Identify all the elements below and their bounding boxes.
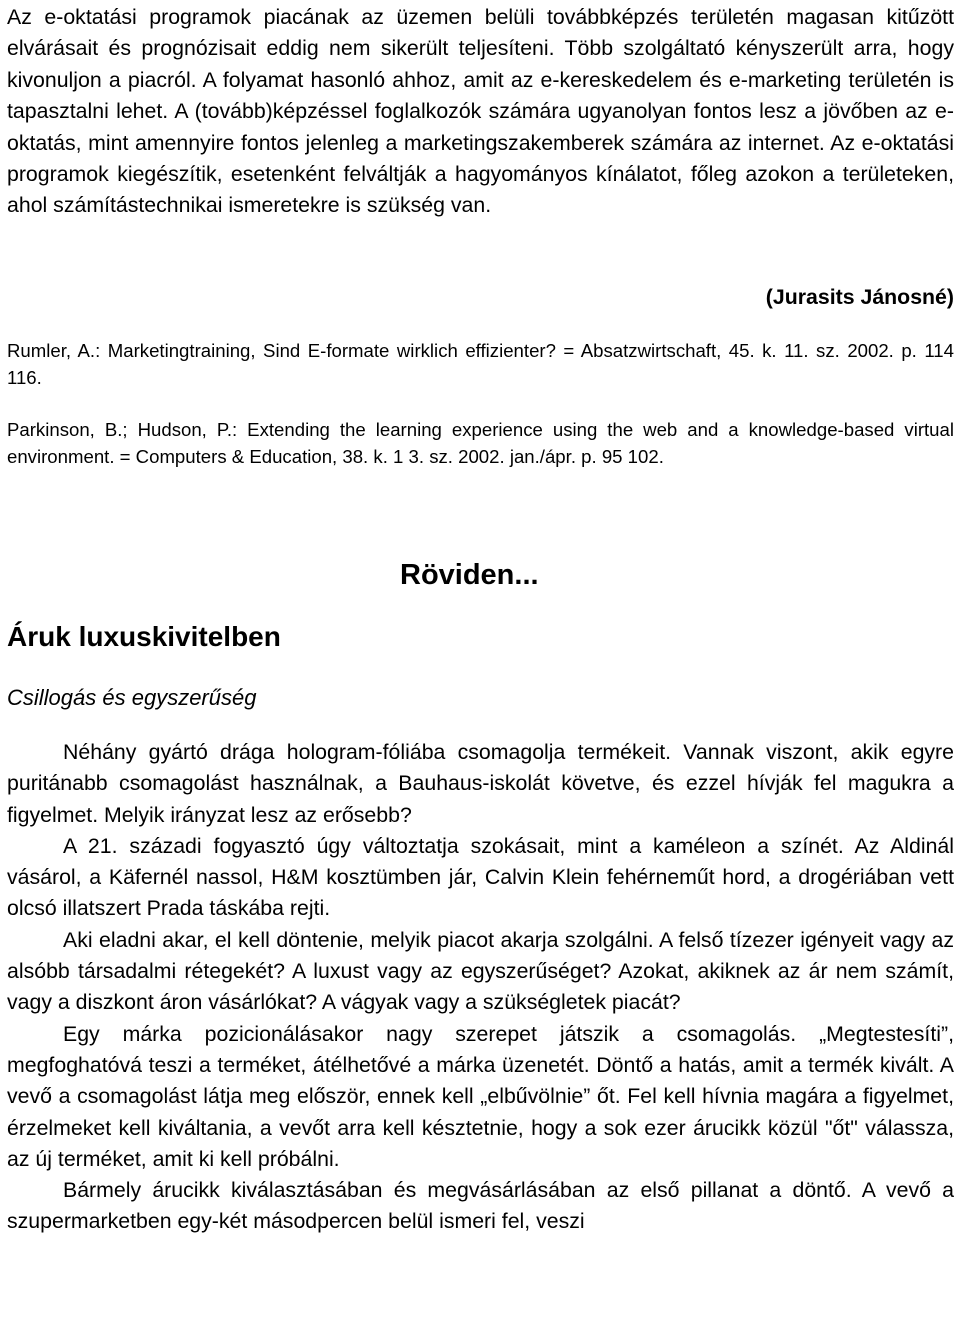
reference-1: Rumler, A.: Marketingtraining, Sind E-formate wirklich effizienter? = Absatzwirtschaft, 45. k. 11. sz. 2002. p. 114 116. — [7, 340, 954, 388]
intro-paragraph: Az e-oktatási programok piacának az üzemen belüli továbbképzés területén magasan kitűzött elvárásait és prognózisait eddig nem sikerült teljesíteni. Több szolgáltató kényszerült arra, hogy kivonuljon a piacról. A folyamat hasonló ahhoz, amit az e-kereskedelem és e-marketing területén is tapasztalni lehet. A (tovább)képzéssel foglalkozók számára ugyanolyan fontos lesz a jövőben az e-oktatás, mint amennyire fontos jelenleg a marketingszakemberek számára az internet. Az e-oktatási programok kiegészítik, esetenként felváltják a hagyományos kínálatot, főleg azokon a területeken, ahol számítástechnikai ismeretekre is szükség van. — [7, 5, 954, 218]
article-paragraph: A 21. századi fogyasztó úgy változtatja szokásait, mint a kaméleon a színét. Az Aldinál vásárol, a Käfernél nassol, H&M kosztümben jár, Calvin Klein fehérneműt hord, a drogériában vett olcsó illatszert Prada táskába rejti. — [7, 833, 954, 921]
reference-2: Parkinson, B.; Hudson, P.: Extending the learning experience using the web and a knowledge-based virtual environment. = Computers & Education, 38. k. 1 3. sz. 2002. jan./ápr. p. 95 102. — [7, 419, 954, 467]
article-paragraph: Bármely árucikk kiválasztásában és megvásárlásában az első pillanat a döntő. A vevő a szupermarketben egy-két másodpercen belül ismeri fel, veszi — [7, 1178, 954, 1234]
article-paragraph: Egy márka pozicionálásakor nagy szerepet játszik a csomagolás. „Megtestesíti”, megfoghatóvá teszi a terméket, átélhetővé a márka üzenetét. Döntő a hatás, amit a termék kivált. A vevő a csomagolást látja meg először, ennek kell „elbűvölnie” őt. Fel kell hívnia magára a figyelmet, érzelmeket kell kiváltania, a vevőt arra kell késztetnie, hogy a sok ezer árucikk közül "őt" válassza, az új terméket, amit ki kell próbálni. — [7, 1021, 954, 1171]
author-signature: (Jurasits Jánosné) — [765, 285, 954, 309]
article-subtitle: Csillogás és egyszerűség — [7, 685, 257, 710]
article-body — [7, 737, 954, 1238]
article-title: Áruk luxuskivitelben — [7, 621, 281, 652]
article-paragraph: Aki eladni akar, el kell döntenie, melyik piacot akarja szolgálni. A felső tízezer igényeit vagy az alsóbb társadalmi rétegekét? A luxust vagy az egyszerűséget? Azokat, akiknek az ár nem számít, vagy a diszkont áron vásárlókat? A vágyak vagy a szükségletek piacát? — [7, 927, 954, 1015]
section-heading: Röviden... — [400, 559, 539, 591]
article-paragraph: Néhány gyártó drága hologram-fóliába csomagolja termékeit. Vannak viszont, akik egyre puritánabb csomagolást használnak, a Bauhaus-iskolát követve, és ezzel hívják fel magukra a figyelmet. Melyik irányzat lesz az erősebb? — [7, 740, 954, 827]
